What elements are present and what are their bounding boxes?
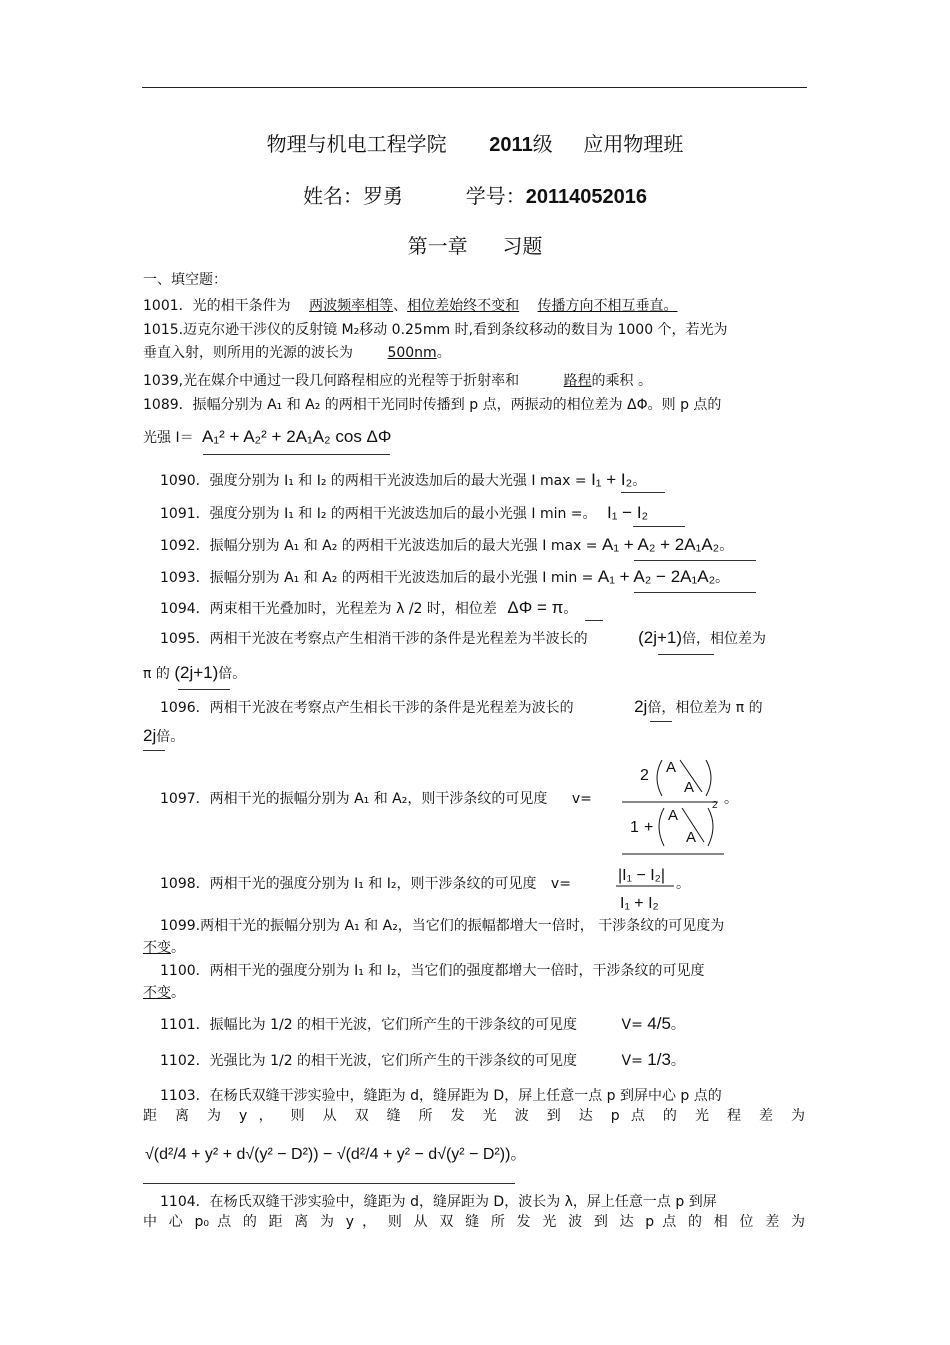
header-line	[0, 128, 950, 157]
q1094	[160, 598, 577, 619]
q1097-num-a2: A	[684, 779, 695, 796]
q1097-num-2: 2	[640, 767, 649, 784]
q1099-line2	[143, 938, 185, 958]
q1099-line1: 1099.两相干光的振幅分别为 A₁ 和 A₂，当它们的振幅都增大一倍时， 干涉条纹的可见度为	[160, 918, 725, 934]
school-name: 物理与机电工程学院	[266, 132, 447, 156]
q1103-answer-text: √(d²/4 + y² + d√(y² − D²)) − √(d²/4 + y² − d√(y² − D²))	[145, 1146, 511, 1163]
q1093-text: 1093．振幅分别为 A₁ 和 A₂ 的两相干光波迭加后的最小光强 I min =	[160, 570, 594, 586]
q1093-end: 。	[715, 570, 730, 586]
q1098-end: 。	[676, 876, 690, 892]
q1100-line2	[143, 983, 185, 1003]
q1001	[143, 296, 678, 316]
q1103-line1: 1103．在杨氏双缝干涉实验中，缝距为 d，缝屏距为 D，屏上任意一点 p 到屏中心 p 点的	[160, 1088, 722, 1104]
q1095-line2	[143, 663, 246, 684]
q1096-end: 倍。	[156, 729, 185, 745]
chapter-heading	[0, 230, 950, 259]
q1095-answer-1: (2j+1)	[638, 628, 683, 647]
class-name: 应用物理班	[583, 132, 684, 156]
q1092-answer-line	[634, 560, 756, 561]
q1097-text: 1097．两相干光的振幅分别为 A₁ 和 A₂，则干涉条纹的可见度	[160, 791, 548, 807]
q1090-end: 。	[632, 473, 647, 489]
q1094-answer-line	[585, 620, 603, 621]
q1039-text: 1039,光在媒介中通过一段几何路程相应的光程等于折射率和	[143, 373, 520, 389]
q1102	[160, 1050, 685, 1071]
q1092-text: 1092．振幅分别为 A₁ 和 A₂ 的两相干光波迭加后的最大光强 I max =	[160, 538, 598, 554]
q1101-v-label: V=	[621, 1017, 643, 1033]
q1097-num-a1: A	[666, 759, 677, 776]
q1092-end: 。	[719, 538, 734, 554]
q1098-formula	[616, 860, 676, 916]
q1093	[160, 567, 729, 588]
q1015-line1: 1015.迈克尔逊干涉仪的反射镜 M₂移动 0.25mm 时,看到条纹移动的数目为 1000 个，若光为	[143, 322, 728, 338]
grade-number: 2011	[489, 134, 533, 156]
q1100-answer: 不变	[143, 985, 171, 1001]
q1015-answer: 500nm	[387, 345, 437, 361]
q1096-answer-1-line	[650, 721, 672, 722]
q1001-text: 1001．光的相干条件为	[143, 298, 291, 314]
q1098-v-label: v=	[550, 876, 571, 892]
q1001-sep: 、	[393, 298, 408, 314]
q1097-den-paren-right	[708, 808, 713, 846]
student-id: 20114052016	[525, 186, 647, 208]
q1015-line2	[143, 343, 451, 363]
q1097-v-label: v=	[571, 791, 592, 807]
student-name: 罗勇	[363, 184, 404, 208]
q1097-den-paren-left	[659, 808, 664, 846]
q1097-den-square: 2	[712, 800, 718, 811]
q1039	[143, 371, 652, 391]
q1101-text: 1101．振幅比为 1/2 的相干光波，它们所产生的干涉条纹的可见度	[160, 1017, 578, 1033]
q1015-text: 垂直入射，则所用的光源的波长为	[143, 345, 353, 361]
q1103-end: 。	[510, 1146, 527, 1163]
q1096-answer-2: 2j	[143, 726, 157, 745]
section-title: 一、填空题：	[143, 272, 227, 288]
q1096-answer-1: 2j	[634, 697, 648, 716]
q1098-numerator: |I₁ − I₂|	[618, 867, 666, 884]
q1102-end: 。	[670, 1053, 685, 1069]
q1095-end: 倍。	[218, 666, 247, 682]
q1089-answer-line	[203, 454, 390, 455]
q1001-answer-2: 相位差始终不变和	[407, 298, 520, 314]
q1095-text: 1095．两相干光波在考察点产生相消干涉的条件是光程差为半波长的	[160, 631, 588, 647]
q1097-den-one: 1	[630, 819, 639, 836]
q1102-answer: 1/3	[647, 1050, 671, 1069]
q1097-num-paren-left	[657, 760, 662, 796]
student-line	[0, 180, 950, 209]
q1104-line2: 中 心 p₀ 点 的 距 离 为 y ， 则 从 双 缝 所 发 光 波 到 达 p 点 的 相 位 差 为	[143, 1214, 805, 1230]
q1095-answer-1-line	[658, 654, 714, 655]
q1097-den-plus: +	[644, 819, 654, 836]
q1101	[160, 1014, 685, 1035]
q1093-answer-line	[634, 592, 756, 593]
q1100-end: 。	[171, 985, 185, 1001]
q1103-answer	[145, 1145, 526, 1165]
q1099-end: 。	[171, 940, 185, 956]
q1098-denominator: I₁ + I₂	[620, 895, 659, 912]
q1097-end: 。	[724, 791, 738, 807]
q1095-line1	[160, 628, 766, 649]
q1097	[160, 789, 592, 809]
name-label: 姓名：	[303, 184, 364, 208]
grade-suffix: 级	[532, 132, 553, 156]
q1095-line2-text: π 的	[143, 666, 170, 682]
q1089-line2	[143, 427, 391, 448]
q1103-answer-line	[143, 1183, 515, 1184]
q1102-v-label: V=	[621, 1053, 643, 1069]
q1091	[160, 503, 648, 524]
q1092	[160, 535, 733, 556]
q1094-answer: ΔΦ = π	[507, 598, 564, 617]
q1091-answer-line	[633, 526, 685, 527]
q1039-end: 的乘积 。	[591, 373, 652, 389]
q1097-num-paren-right	[706, 760, 711, 796]
q1090	[160, 470, 646, 491]
q1015-end: 。	[436, 345, 451, 361]
q1101-answer: 4/5	[647, 1014, 671, 1033]
q1102-text: 1102．光强比为 1/2 的相干光波，它们所产生的干涉条纹的可见度	[160, 1053, 578, 1069]
q1096-text: 1096．两相干光波在考察点产生相长干涉的条件是光程差为波长的	[160, 700, 574, 716]
q1095-answer-2: (2j+1)	[174, 663, 219, 682]
q1096-answer-2-line	[143, 750, 165, 751]
q1091-text: 1091．强度分别为 I₁ 和 I₂ 的两相干光波迭加后的最小光强 I min =。	[160, 506, 597, 522]
q1094-end: 。	[563, 601, 578, 617]
q1089-line1: 1089．振幅分别为 A₁ 和 A₂ 的两相干光同时传播到 p 点，两振动的相位差为 ΔΦ。则 p 点的	[143, 397, 722, 413]
q1092-answer: A₁ + A₂ + 2A₁A₂	[601, 535, 720, 554]
q1090-answer: I₁ + I₂	[591, 470, 633, 489]
id-label: 学号：	[465, 184, 526, 208]
q1096-line2	[143, 726, 184, 747]
q1094-text: 1094．两束相干光叠加时，光程差为 λ /2 时，相位差	[160, 601, 497, 617]
q1096-line1	[160, 697, 763, 718]
q1103-line2: 距 离 为 y ， 则 从 双 缝 所 发 光 波 到 达 p 点 的 光 程 差 为	[143, 1108, 805, 1124]
chapter-number: 第一章	[407, 234, 468, 258]
q1095-mid: 倍，相位差为	[682, 631, 767, 647]
q1001-answer-1: 两波频率相等	[309, 298, 394, 314]
q1100-line1: 1100．两相干光的强度分别为 I₁ 和 I₂，当它们的强度都增大一倍时，干涉条纹的可见度	[160, 963, 705, 979]
q1091-answer: I₁ − I₂	[606, 503, 649, 522]
q1090-answer-line	[621, 492, 665, 493]
q1099-answer: 不变	[143, 940, 171, 956]
chapter-title: 习题	[502, 234, 543, 258]
q1098-text: 1098．两相干光的强度分别为 I₁ 和 I₂，则干涉条纹的可见度	[160, 876, 537, 892]
q1101-end: 。	[670, 1017, 685, 1033]
q1093-answer: A₁ + A₂ − 2A₁A₂	[597, 567, 716, 586]
q1097-den-a1: A	[668, 807, 679, 824]
q1096-mid: 倍，相位差为 π 的	[647, 700, 763, 716]
q1098	[160, 874, 571, 894]
q1089-answer: A₁² + A₂² + 2A₁A₂ cos ΔΦ	[202, 427, 392, 446]
q1095-answer-2-line	[178, 689, 230, 690]
q1104-line1: 1104．在杨氏双缝干涉实验中，缝距为 d，缝屏距为 D，波长为 λ，屏上任意一点 p 到屏	[160, 1194, 717, 1210]
q1039-answer: 路程	[563, 373, 592, 389]
q1097-den-a2: A	[686, 829, 697, 846]
header-rule	[142, 87, 807, 88]
q1090-text: 1090．强度分别为 I₁ 和 I₂ 的两相干光波迭加后的最大光强 I max =	[160, 473, 587, 489]
q1089-text: 光强 I＝	[143, 430, 194, 446]
q1001-answer-3: 传播方向不相互垂直。	[537, 298, 678, 314]
